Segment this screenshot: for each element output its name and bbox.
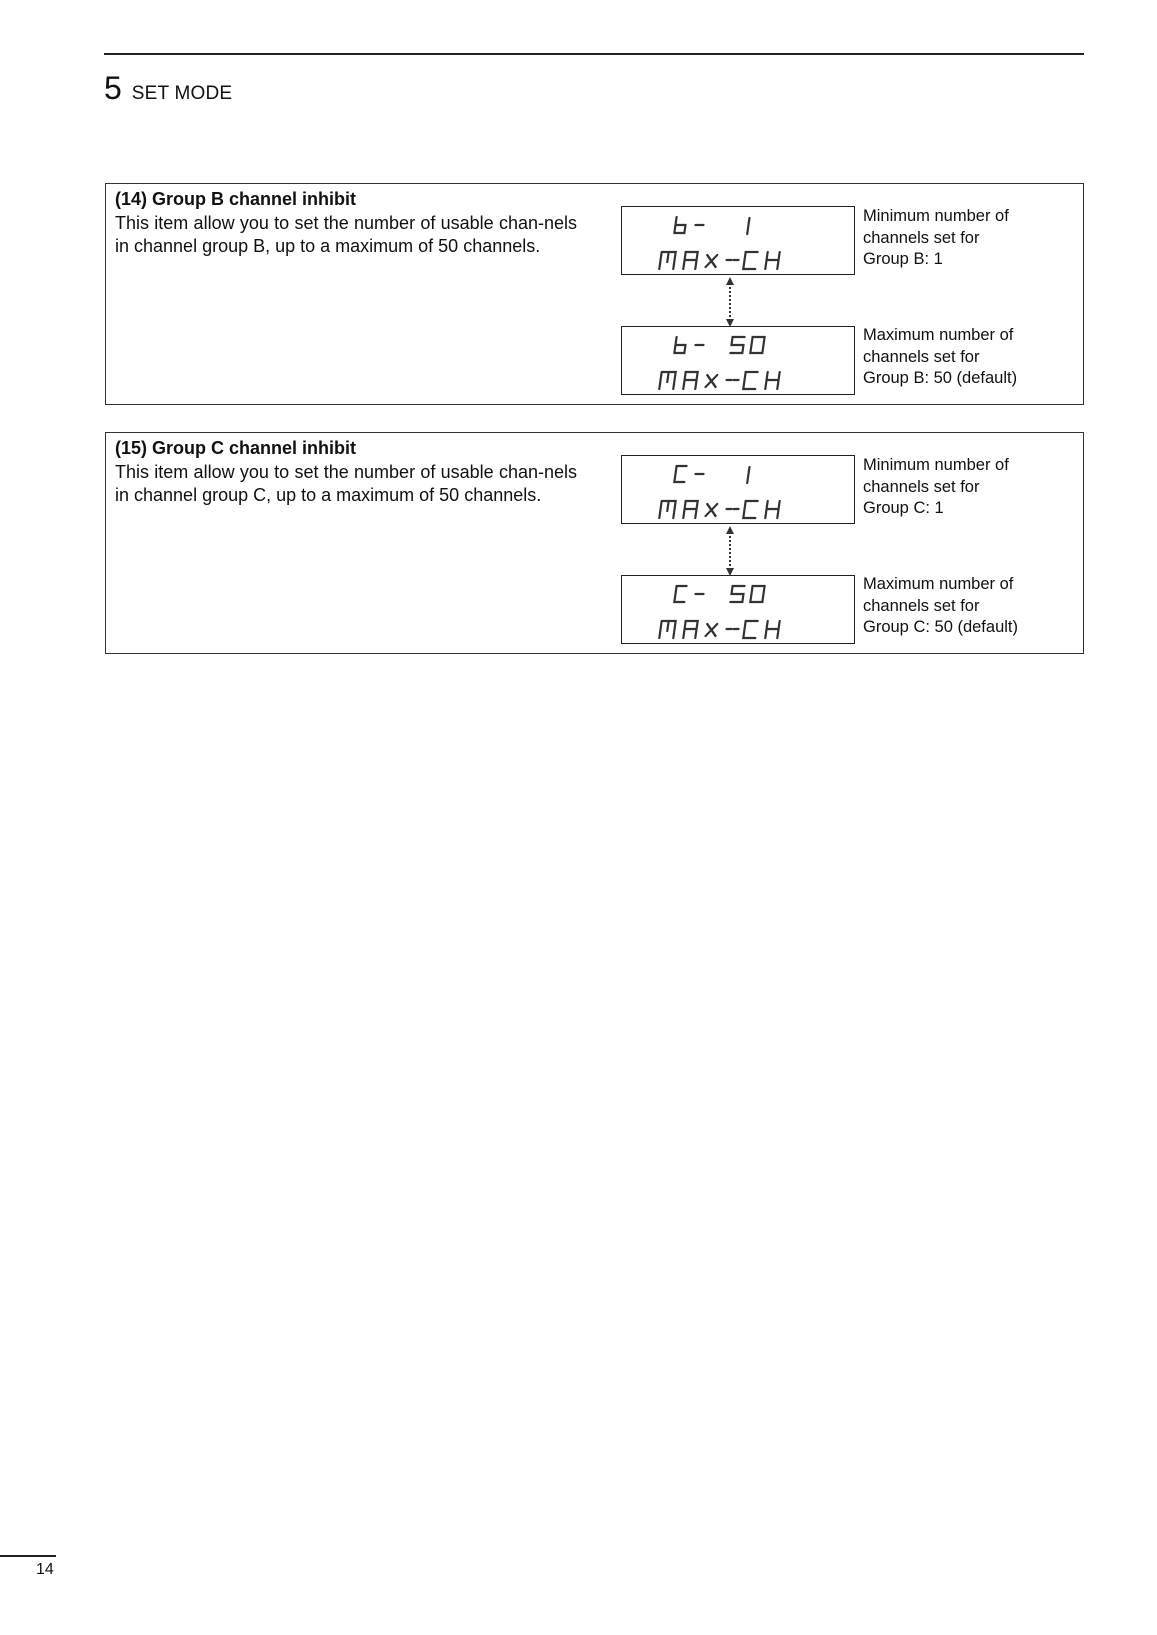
lcd-display-max xyxy=(621,575,855,644)
lcd-display-max xyxy=(621,326,855,395)
chapter-number: 5 xyxy=(104,70,122,106)
caption-min xyxy=(863,206,1009,271)
caption-max xyxy=(863,325,1017,390)
caption-line: Maximum number of xyxy=(863,326,1014,344)
section-title: (14) Group B channel inhibit xyxy=(115,189,357,209)
section-group-b-inhibit xyxy=(105,183,1084,405)
section-description: This item allow you to set the number of usable chan-nels in channel group B, up to a maximum of 50 channels. xyxy=(115,213,577,256)
caption-line: Minimum number of xyxy=(863,456,1009,474)
lcd-segment-graphic xyxy=(622,207,856,276)
caption-line: channels set for xyxy=(863,596,980,615)
section-title: (15) Group C channel inhibit xyxy=(115,438,357,458)
caption-line: channels set for xyxy=(863,347,980,366)
caption-max xyxy=(863,574,1018,639)
chapter-heading xyxy=(104,70,232,106)
caption-line: Group C: 1 xyxy=(863,499,944,517)
caption-line: Group B: 50 (default) xyxy=(863,369,1018,387)
footer-rule xyxy=(0,1555,56,1557)
lcd-segment-graphic xyxy=(622,456,856,525)
lcd-segment-graphic xyxy=(622,576,856,645)
double-arrow-icon xyxy=(724,277,736,327)
section-group-c-inhibit xyxy=(105,432,1084,654)
lcd-segment-graphic xyxy=(622,327,856,396)
lcd-display-min xyxy=(621,455,855,524)
caption-line: Maximum number of xyxy=(863,575,1014,593)
header-rule xyxy=(104,53,1084,55)
caption-line: Group B: 1 xyxy=(863,250,943,268)
caption-line: channels set for xyxy=(863,228,980,247)
section-description: This item allow you to set the number of usable chan-nels in channel group C, up to a maximum of 50 channels. xyxy=(115,462,577,505)
chapter-title: SET MODE xyxy=(131,83,233,104)
caption-line: channels set for xyxy=(863,477,980,496)
caption-line: Minimum number of xyxy=(863,207,1009,225)
page-number: 14 xyxy=(36,1561,54,1578)
caption-line: Group C: 50 (default) xyxy=(863,618,1018,636)
double-arrow-icon xyxy=(724,526,736,576)
lcd-display-min xyxy=(621,206,855,275)
caption-min xyxy=(863,455,1009,520)
